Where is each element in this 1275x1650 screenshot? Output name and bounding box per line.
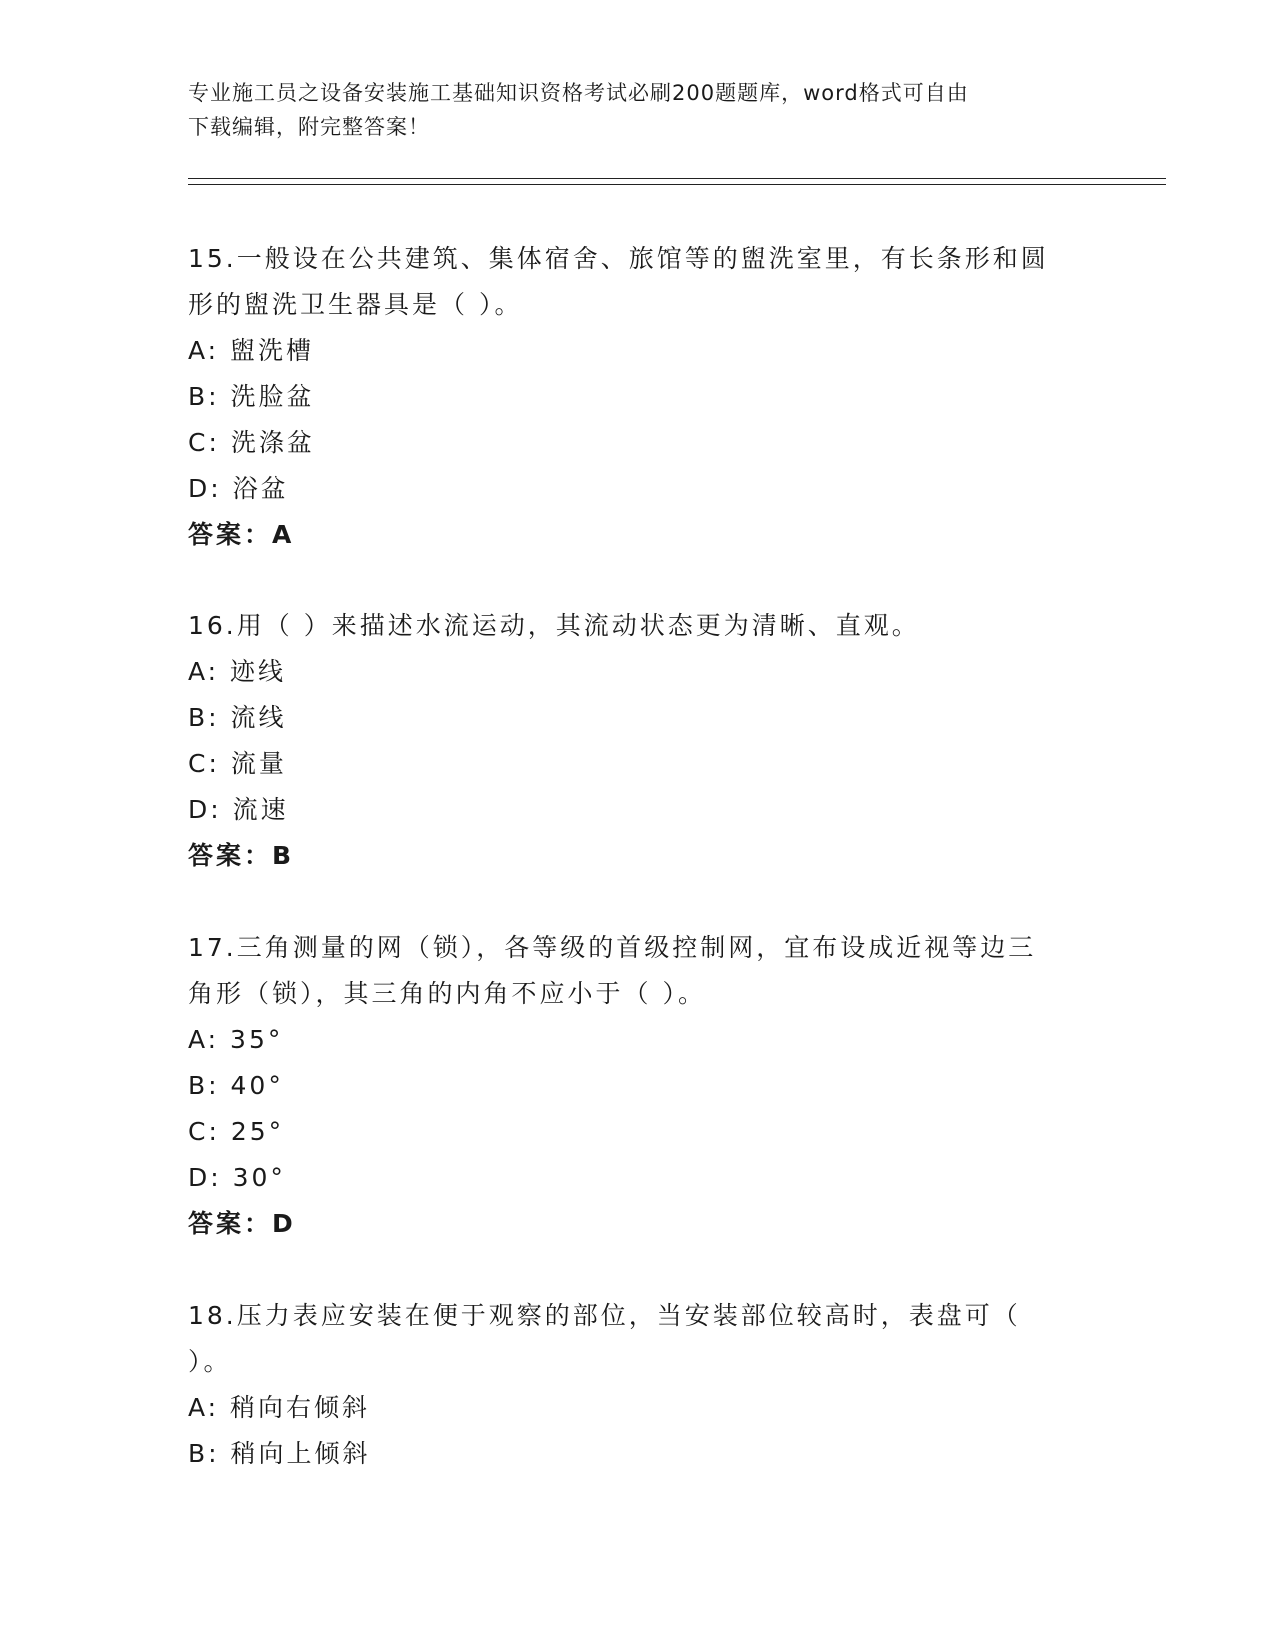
question-17 [188, 925, 1088, 1247]
answer: 答案：A [188, 520, 295, 549]
question-stem-continued: 形的盥洗卫生器具是（ ）。 [188, 290, 523, 319]
option-d: D: 浴盆 [188, 474, 289, 503]
option-b: B: 洗脸盆 [188, 382, 315, 411]
answer: 答案：B [188, 841, 295, 870]
answer: 答案：D [188, 1209, 296, 1238]
option-c: C: 流量 [188, 749, 287, 778]
option-a: A: 稍向右倾斜 [188, 1393, 371, 1422]
question-15 [188, 236, 1088, 558]
header-divider-top [188, 178, 1166, 179]
option-a: A: 迹线 [188, 657, 287, 686]
option-b: B: 40° [188, 1071, 284, 1100]
header-divider-bottom [188, 184, 1166, 185]
question-18 [188, 1293, 1088, 1477]
option-a: A: 盥洗槽 [188, 336, 315, 365]
document-header [188, 76, 1068, 144]
option-c: C: 25° [188, 1117, 285, 1146]
option-b: B: 流线 [188, 703, 287, 732]
option-d: D: 流速 [188, 795, 289, 824]
option-a: A: 35° [188, 1025, 284, 1054]
question-stem: 18.压力表应安装在便于观察的部位，当安装部位较高时，表盘可（ [188, 1301, 1021, 1330]
header-line-2: 下载编辑，附完整答案！ [188, 115, 430, 139]
option-c: C: 洗涤盆 [188, 428, 315, 457]
question-stem: 16.用（ ）来描述水流运动，其流动状态更为清晰、直观。 [188, 611, 920, 640]
option-d: D: 30° [188, 1163, 286, 1192]
question-stem: 15.一般设在公共建筑、集体宿舍、旅馆等的盥洗室里，有长条形和圆 [188, 244, 1049, 273]
question-stem: 17.三角测量的网（锁），各等级的首级控制网，宜布设成近视等边三 [188, 933, 1037, 962]
option-b: B: 稍向上倾斜 [188, 1439, 371, 1468]
header-line-1: 专业施工员之设备安装施工基础知识资格考试必刷200题题库，word格式可自由 [188, 81, 969, 105]
question-stem-continued: ）。 [188, 1347, 232, 1376]
question-16 [188, 603, 1088, 879]
question-stem-continued: 角形（锁），其三角的内角不应小于（ ）。 [188, 979, 706, 1008]
